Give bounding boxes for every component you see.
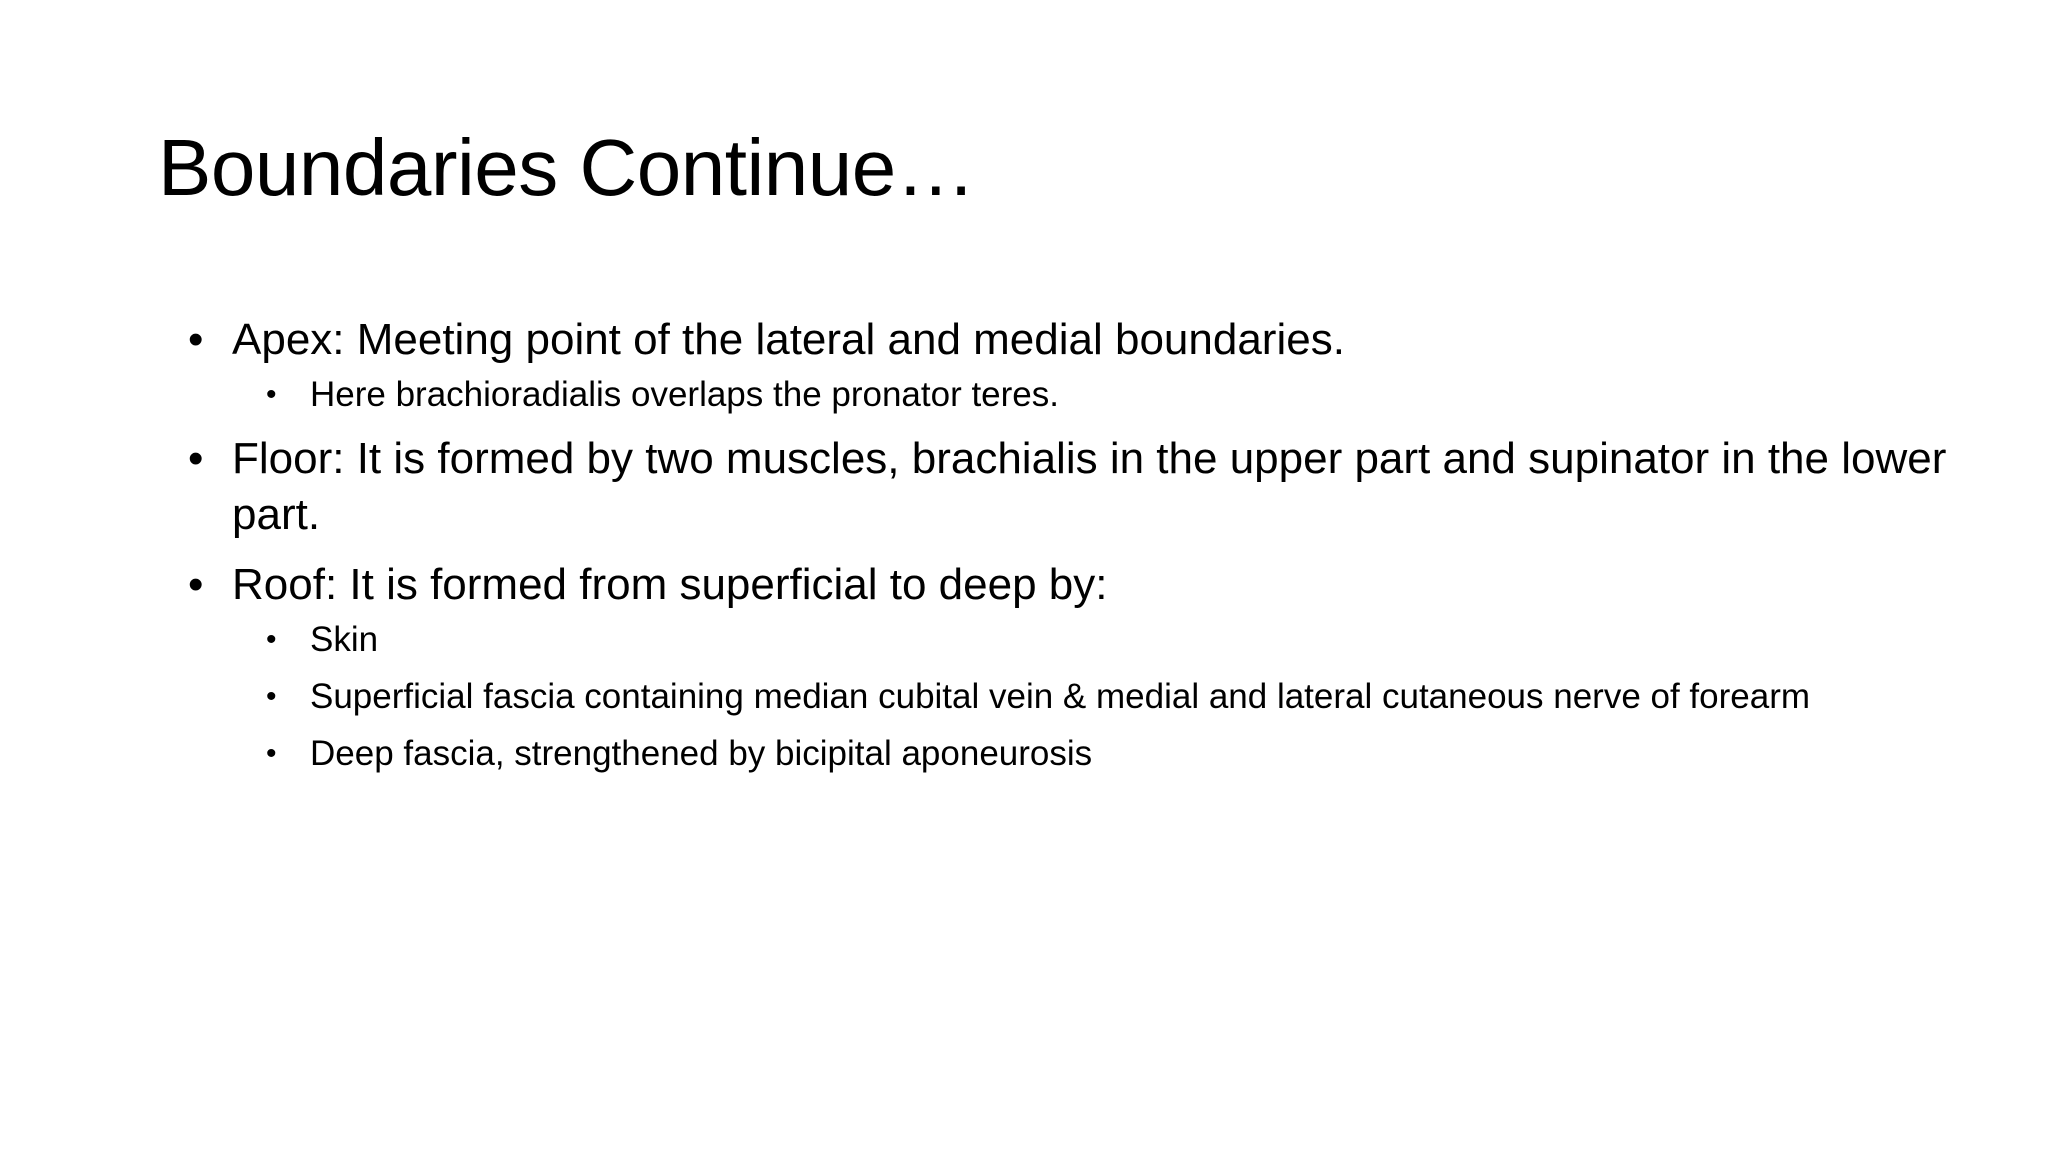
bullet-icon: • [266, 378, 277, 411]
bullet-text: Roof: It is formed from superficial to deep by: [232, 560, 1108, 609]
sub-bullet-skin [266, 617, 1908, 662]
slide-title: Boundaries Continue… [158, 123, 976, 212]
bullet-icon: • [188, 315, 204, 364]
sub-bullet-text: Superficial fascia containing median cubital vein & medial and lateral cutaneous nerve of forearm [310, 677, 1811, 716]
sub-bullet-text: Here brachioradialis overlaps the pronator teres. [310, 375, 1059, 414]
bullet-text: Apex: Meeting point of the lateral and medial boundaries. [232, 315, 1345, 364]
sub-bullet-text: Deep fascia, strengthened by bicipital aponeurosis [310, 734, 1093, 773]
bullet-text: Floor: It is formed by two muscles, brachialis in the upper part and supinator in the lower part. [232, 434, 1947, 539]
slide-body [188, 312, 1947, 790]
bullet-icon: • [188, 560, 204, 609]
sub-bullet-list [232, 372, 1908, 417]
sub-bullet-deep-fascia [266, 731, 1908, 776]
sub-bullet-list [232, 617, 1908, 776]
sub-bullet-superficial-fascia [266, 674, 1908, 719]
bullet-roof [188, 557, 1908, 776]
sub-bullet-apex-overlap [266, 372, 1908, 417]
bullet-floor [188, 431, 1952, 543]
bullet-icon: • [266, 737, 277, 770]
bullet-icon: • [266, 680, 277, 713]
bullet-icon: • [266, 623, 277, 656]
bullet-apex [188, 312, 1908, 417]
sub-bullet-text: Skin [310, 620, 379, 659]
bullet-list [188, 312, 1947, 776]
bullet-icon: • [188, 434, 204, 483]
